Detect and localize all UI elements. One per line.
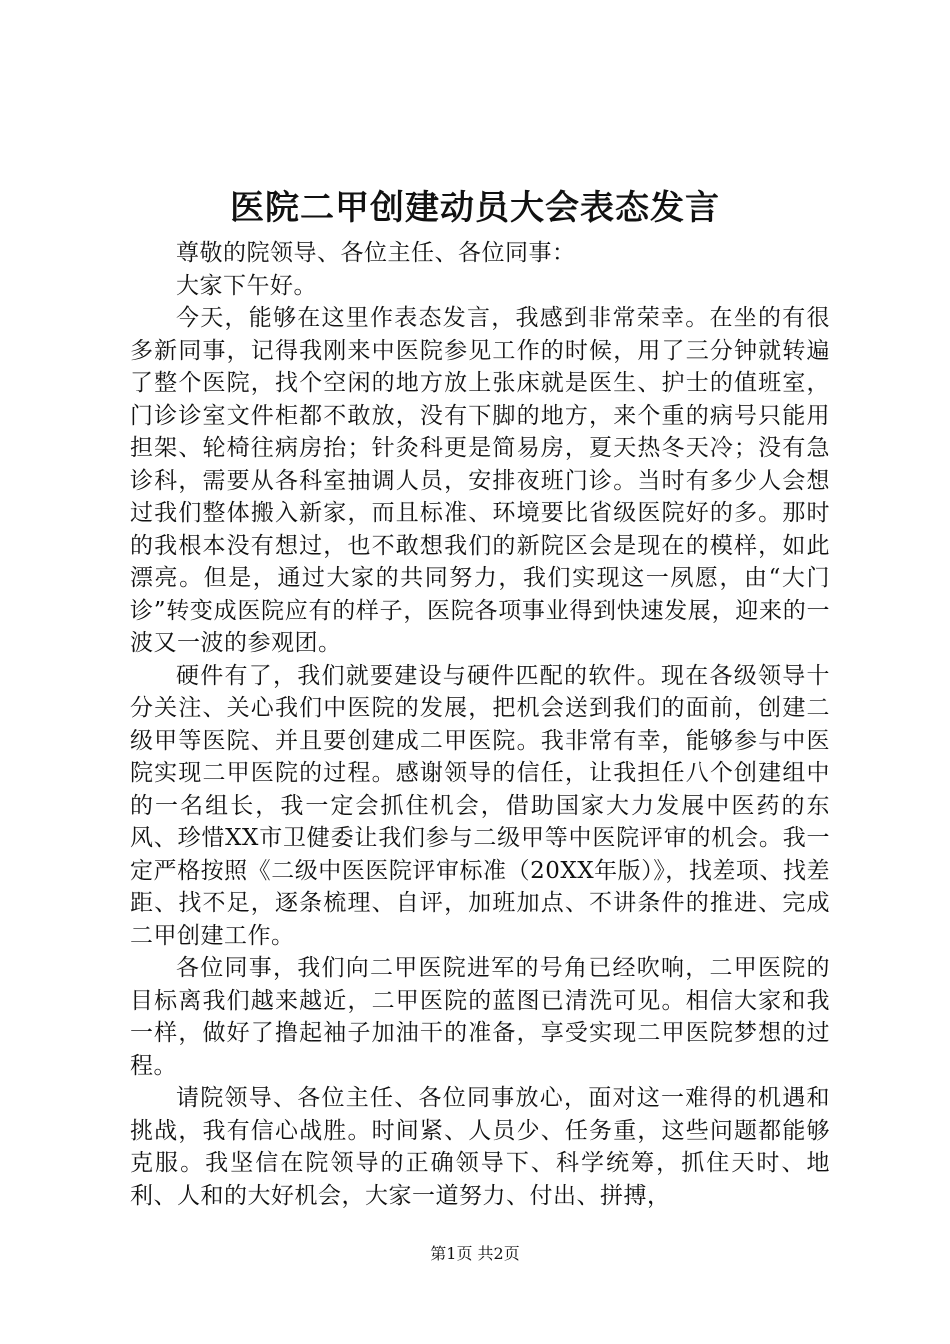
document-title: 医院二甲创建动员大会表态发言 — [230, 188, 720, 228]
paragraph-4: 请院领导、各位主任、各位同事放心，面对这一难得的机遇和挑战，我有信心战胜。时间紧、人员少、任务重，这些问题都能够克服。我坚信在院领导的正确领导下、科学统筹，抓住天时、地利、人和的大好机会，大家一道努力、付出、拼搏， — [130, 1085, 830, 1209]
page-footer: 第1页 共2页 — [430, 1244, 520, 1263]
paragraph-3: 各位同事，我们向二甲医院进军的号角已经吹响，二甲医院的目标离我们越来越近，二甲医院的蓝图已清洗可见。相信大家和我一样，做好了撸起袖子加油干的准备，享受实现二甲医院梦想的过程。 — [130, 955, 830, 1079]
document-body — [130, 237, 830, 1212]
paragraph-1: 今天，能够在这里作表态发言，我感到非常荣幸。在坐的有很多新同事，记得我刚来中医院参见工作的时候，用了三分钟就转遍了整个医院，找个空闲的地方放上张床就是医生、护士的值班室，门诊诊室文件柜都不敢放，没有下脚的地方，来个重的病号只能用担架、轮椅往病房抬；针灸科更是简易房，夏天热冬天冷；没有急诊科，需要从各科室抽调人员，安排夜班门诊。当时有多少人会想过我们整体搬入新家，而且标准、环境要比省级医院好的多。那时的我根本没有想过，也不敢想我们的新院区会是现在的模样，如此漂亮。但是，通过大家的共同努力，我们实现这一夙愿，由“大门诊”转变成医院应有的样子，医院各项事业得到快速发展，迎来的一波又一波的参观团。 — [130, 305, 830, 656]
paragraph-2: 硬件有了，我们就要建设与硬件匹配的软件。现在各级领导十分关注、关心我们中医院的发展，把机会送到我们的面前，创建二级甲等医院、并且要创建成二甲医院。我非常有幸，能够参与中医院实现二甲医院的过程。感谢领导的信任，让我担任八个创建组中的一名组长，我一定会抓住机会，借助国家大力发展中医药的东风、珍惜XX市卫健委让我们参与二级甲等中医院评审的机会。我一定严格按照《二级中医医院评审标准（20XX年版）》，找差项、找差距、找不足，逐条梳理、自评，加班加点、不讲条件的推进、完成二甲创建工作。 — [130, 662, 830, 949]
salutation: 尊敬的院领导、各位主任、各位同事： — [176, 240, 576, 266]
greeting: 大家下午好。 — [176, 272, 317, 299]
